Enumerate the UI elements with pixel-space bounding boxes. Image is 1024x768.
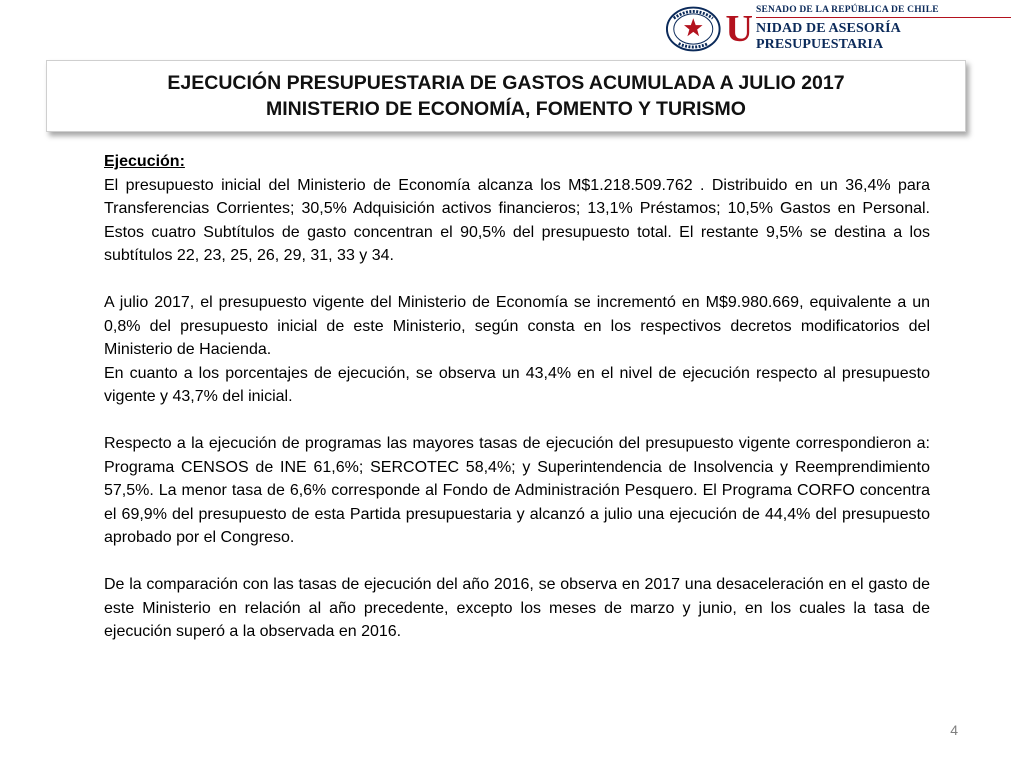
title-line-1: EJECUCIÓN PRESUPUESTARIA DE GASTOS ACUMULADA A JULIO 2017 (167, 72, 845, 94)
paragraph-spacer (104, 409, 930, 433)
title-box (46, 60, 966, 132)
paragraph-programs: Respecto a la ejecución de programas las mayores tasas de ejecución del presupuesto vigente correspondieron a: Programa CENSOS de INE 61,6%; SERCOTEC 58,4%; y Superintendencia de Insolvencia y Reemprendimiento 57,5%. La menor tasa de 6,6% corresponde al Fondo de Administración Pesquero. El Programa CORFO concentra el 69,9% del presupuesto de esta Partida presupuestaria y alcanzó a julio una ejecución de 44,4% del presupuesto aprobado por el Congreso. (104, 435, 930, 546)
brand-top-line: SENADO DE LA REPÚBLICA DE CHILE (756, 4, 939, 15)
section-label: Ejecución: (104, 153, 185, 170)
paragraph-execution-rates: En cuanto a los porcentajes de ejecución, se observa un 43,4% en el nivel de ejecución respecto al presupuesto vigente y 43,7% del inicial. (104, 364, 930, 405)
brand-text (756, 5, 1024, 54)
paragraph-initial-budget: El presupuesto inicial del Ministerio de Economía alcanza los M$1.218.509.762 . Distribuido en un 36,4% para Transferencias Corrientes; 30,5% Adquisición activos financieros; 13,1% Préstamos; 10,5% Gastos en Personal. Estos cuatro Subtítulos de gasto concentran el 90,5% del presupuesto total. El restante 9,5% se destina a los subtítulos 22, 23, 25, 26, 29, 31, 33 y 34. (104, 176, 930, 264)
brand-bottom-line: NIDAD DE ASESORÍA PRESUPUESTARIA (756, 21, 901, 53)
page-number: 4 (950, 722, 958, 738)
brand-initial: U (725, 8, 753, 50)
paragraph-comparison-2016: De la comparación con las tasas de ejecución del año 2016, se observa en 2017 una desaceleración en el gasto de este Ministerio en relación al año precedente, excepto los meses de marzo y junio, en los cuales la tasa de ejecución superó a la observada en 2016. (104, 576, 930, 640)
header-brand (665, 0, 1024, 58)
title-line-2: MINISTERIO DE ECONOMÍA, FOMENTO Y TURISMO (266, 98, 746, 120)
senado-seal-logo (665, 5, 722, 53)
content-body (104, 150, 930, 644)
brand-divider (756, 17, 1011, 19)
paragraph-spacer (104, 268, 930, 292)
paragraph-current-budget: A julio 2017, el presupuesto vigente del Ministerio de Economía se incrementó en M$9.980.669, equivalente a un 0,8% del presupuesto inicial de este Ministerio, según consta en los respectivos decretos modificatorios del Ministerio de Hacienda. (104, 294, 930, 358)
paragraph-spacer (104, 550, 930, 574)
